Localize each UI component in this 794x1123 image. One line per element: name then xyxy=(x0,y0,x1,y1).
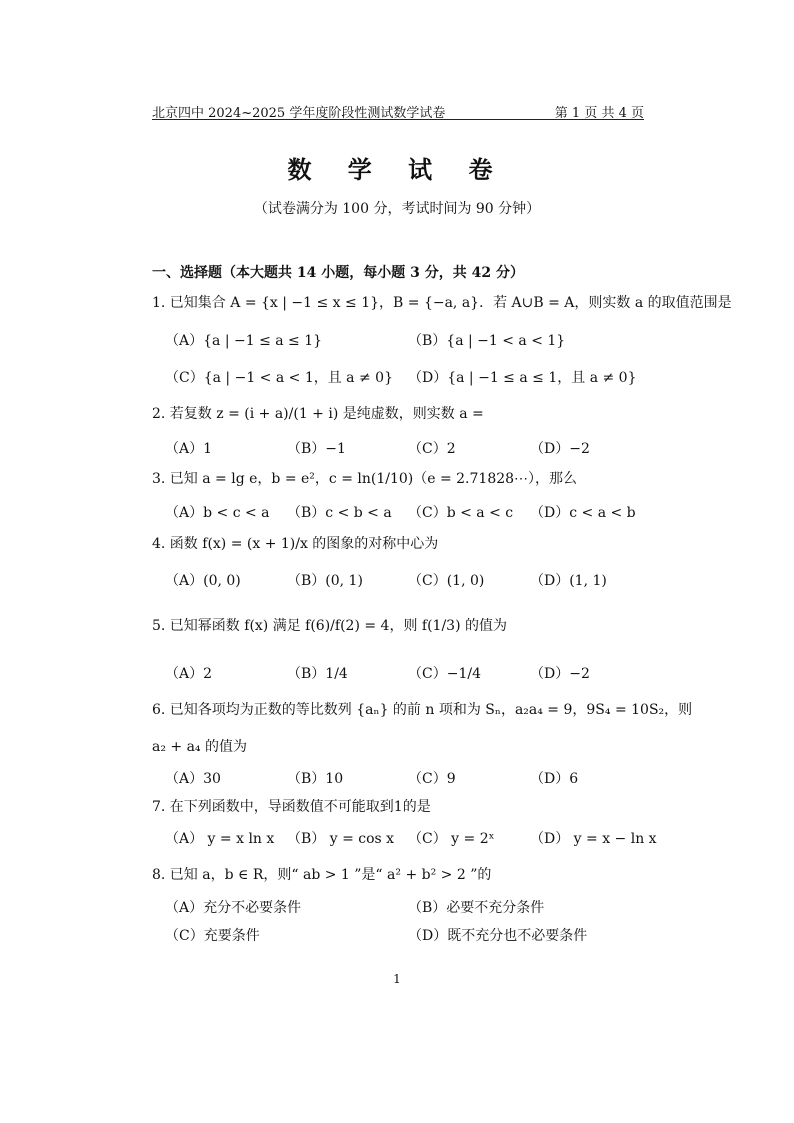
question-8-option-b: （B）必要不充分条件 xyxy=(408,900,545,916)
question-8-option-c: （C）充要条件 xyxy=(165,928,260,944)
question-4-option-b: （B）(0, 1) xyxy=(287,573,363,589)
question-2-stem: 2. 若复数 z = (i + a)/(1 + i) 是纯虚数，则实数 a = xyxy=(152,406,484,422)
page-title: 数 学 试 卷 xyxy=(287,155,507,184)
question-7-option-b: （B） y = cos x xyxy=(287,831,395,847)
question-6-option-c: （C）9 xyxy=(408,771,456,787)
page-number: 1 xyxy=(393,972,401,986)
question-1-option-a: （A）{a | −1 ≤ a ≤ 1} xyxy=(165,333,323,349)
question-1-stem: 1. 已知集合 A = {x | −1 ≤ x ≤ 1}，B = {−a, a}．若 A∪B = A，则实数 a 的取值范围是 xyxy=(152,295,732,311)
question-3-stem: 3. 已知 a = lg e，b = e²，c = ln(1/10)（e = 2.71828⋯），那么 xyxy=(152,471,578,487)
question-8-option-d: （D）既不充分也不必要条件 xyxy=(408,928,588,944)
question-3-option-b: （B）c < b < a xyxy=(287,505,392,521)
question-5-option-c: （C）−1/4 xyxy=(408,666,481,682)
question-6-stem: 6. 已知各项均为正数的等比数列 {aₙ} 的前 n 项和为 Sₙ，a₂a₄ = 9，9S₄ = 10S₂，则 xyxy=(152,702,693,718)
question-2-option-a: （A）1 xyxy=(165,441,213,457)
question-7-option-a: （A） y = x ln x xyxy=(165,831,275,847)
section-heading: 一、选择题（本大题共 14 小题，每小题 3 分，共 42 分） xyxy=(152,265,524,281)
question-7-option-c: （C） y = 2ˣ xyxy=(408,831,495,847)
question-3-option-a: （A）b < c < a xyxy=(165,505,270,521)
question-5-option-d: （D）−2 xyxy=(530,666,590,682)
header-rule xyxy=(152,119,644,120)
question-5-stem: 5. 已知幂函数 f(x) 满足 f(6)/f(2) = 4，则 f(1/3) 的值为 xyxy=(152,618,507,634)
question-6-option-d: （D）6 xyxy=(530,771,579,787)
question-2-option-b: （B）−1 xyxy=(287,441,346,457)
header-left: 北京四中 2024~2025 学年度阶段性测试数学试卷 xyxy=(152,106,446,121)
question-3-option-d: （D）c < a < b xyxy=(530,505,636,521)
question-4-stem: 4. 函数 f(x) = (x + 1)/x 的图象的对称中心为 xyxy=(152,536,439,552)
question-1-option-b: （B）{a | −1 < a < 1} xyxy=(408,333,566,349)
question-6-option-b: （B）10 xyxy=(287,771,344,787)
question-6-stem-continued: a₂ + a₄ 的值为 xyxy=(152,739,247,755)
question-1-option-d: （D）{a | −1 ≤ a ≤ 1，且 a ≠ 0} xyxy=(408,370,637,386)
question-2-option-d: （D）−2 xyxy=(530,441,590,457)
question-6-option-a: （A）30 xyxy=(165,771,221,787)
header-right: 第 1 页 共 4 页 xyxy=(554,106,644,121)
question-4-option-d: （D）(1, 1) xyxy=(530,573,607,589)
question-7-option-d: （D） y = x − ln x xyxy=(530,831,657,847)
question-7-stem: 7. 在下列函数中，导函数值不可能取到1的是 xyxy=(152,799,431,815)
question-3-option-c: （C）b < a < c xyxy=(408,505,514,521)
question-2-option-c: （C）2 xyxy=(408,441,456,457)
question-8-option-a: （A）充分不必要条件 xyxy=(165,900,302,916)
question-1-option-c: （C）{a | −1 < a < 1，且 a ≠ 0} xyxy=(165,370,393,386)
page-subtitle: （试卷满分为 100 分，考试时间为 90 分钟） xyxy=(253,201,541,217)
question-8-stem: 8. 已知 a，b ∈ R，则“ ab > 1 ”是“ a² + b² > 2 ”的 xyxy=(152,867,492,883)
question-4-option-a: （A）(0, 0) xyxy=(165,573,241,589)
question-4-option-c: （C）(1, 0) xyxy=(408,573,485,589)
question-5-option-a: （A）2 xyxy=(165,666,213,682)
question-5-option-b: （B）1/4 xyxy=(287,666,348,682)
